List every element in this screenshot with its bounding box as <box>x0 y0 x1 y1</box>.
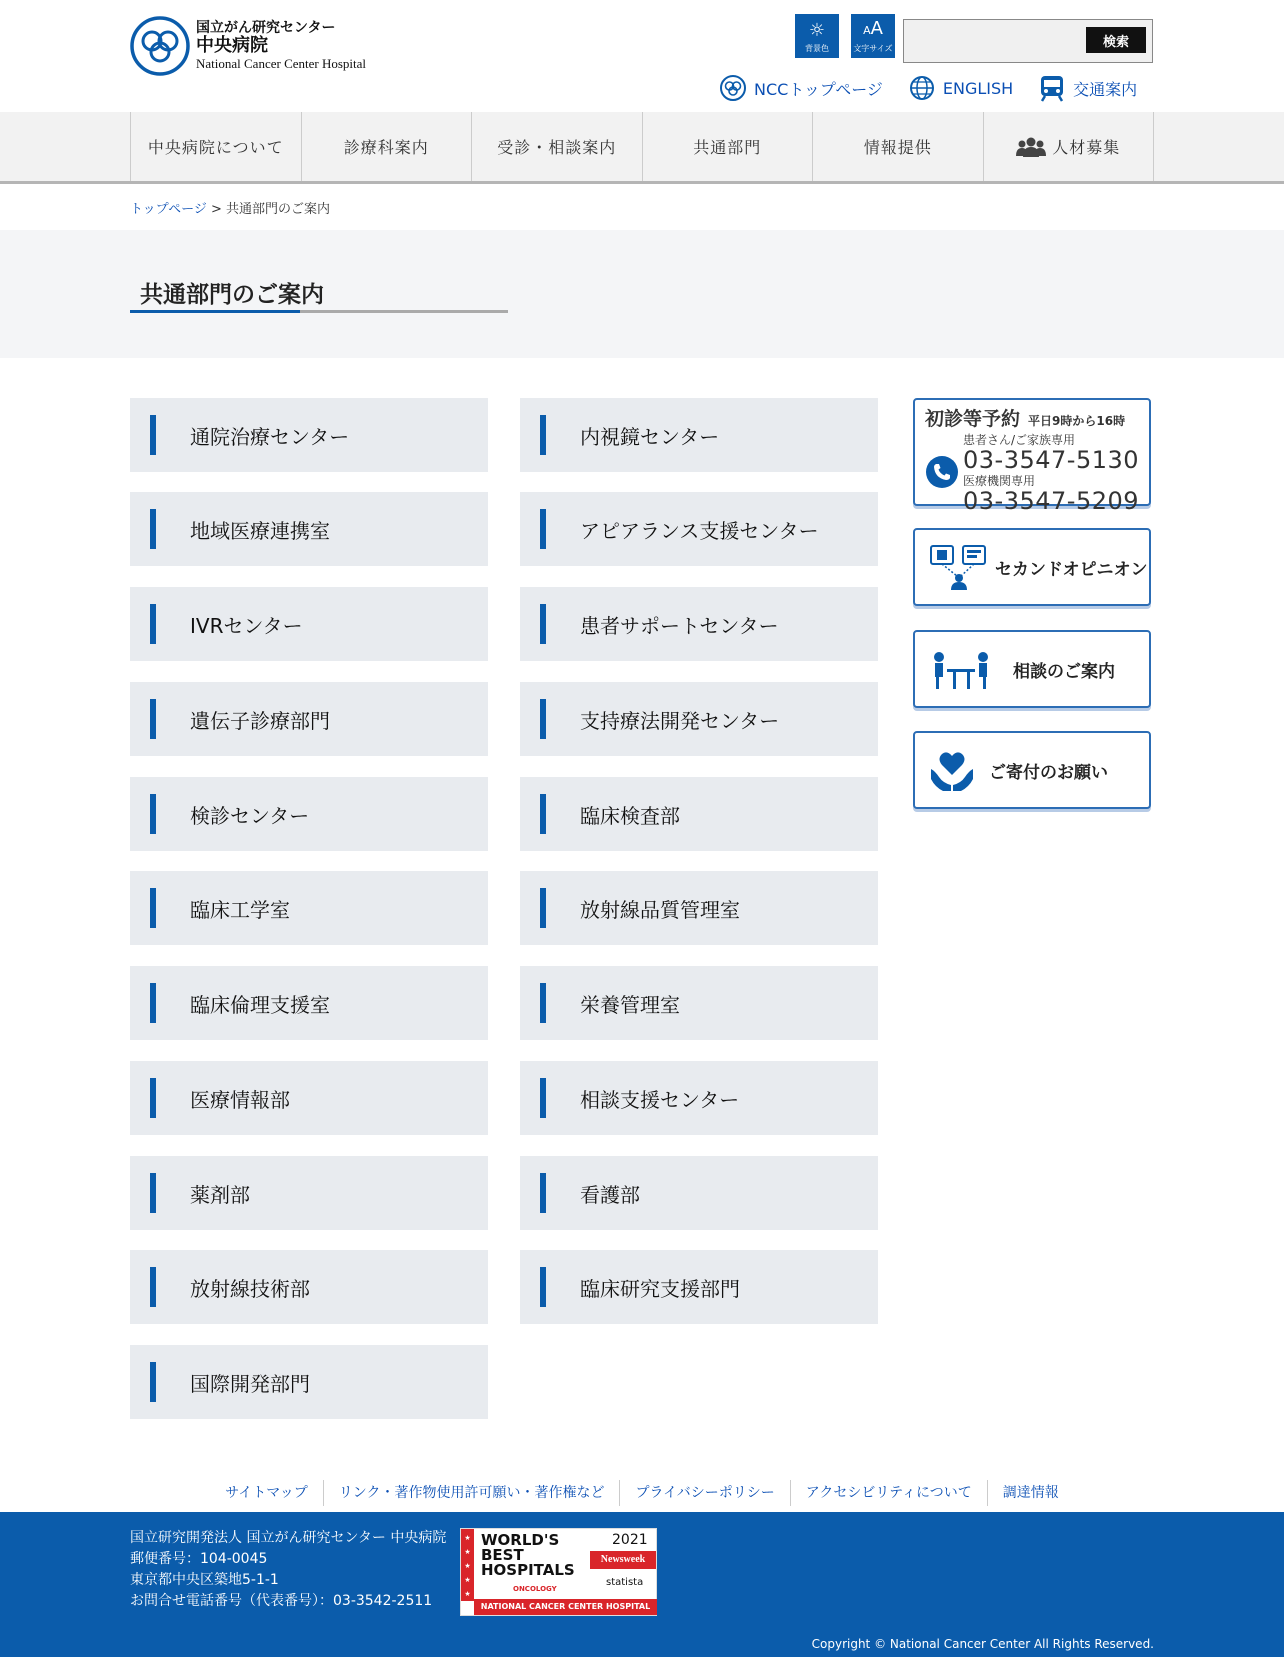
consultation-icon <box>931 649 991 689</box>
second-opinion-button[interactable]: セカンドオピニオン <box>913 528 1151 606</box>
title-underline <box>130 310 508 313</box>
search-button[interactable]: 検索 <box>1086 27 1146 53</box>
breadcrumb-separator: > <box>210 202 222 217</box>
font-size-icon: AA <box>863 18 883 39</box>
patient-line-number: 03-3547-5130 <box>963 446 1140 474</box>
worlds-best-hospitals-badge[interactable] <box>460 1528 657 1616</box>
second-opinion-icon <box>929 544 989 590</box>
medical-line-number: 03-3547-5209 <box>963 487 1140 515</box>
dept-link-radiation-quality[interactable]: 放射線品質管理室 <box>520 871 878 945</box>
background-color-button[interactable]: ☼ 背景色 <box>795 14 839 58</box>
dept-link-pharmacy[interactable]: 薬剤部 <box>130 1156 488 1230</box>
logo-org-name: 国立がん研究センター <box>196 20 336 37</box>
footer-link-sitemap[interactable]: サイトマップ <box>210 1480 323 1506</box>
dept-link-nursing[interactable]: 看護部 <box>520 1156 878 1230</box>
dept-link-appearance-support[interactable]: アピアランス支援センター <box>520 492 878 566</box>
nav-item-about[interactable]: 中央病院について <box>131 112 302 181</box>
font-size-button[interactable]: AA 文字サイズ <box>851 14 895 58</box>
people-icon <box>1016 137 1046 157</box>
global-nav <box>0 112 1284 184</box>
badge-hospital-name: NATIONAL CANCER CENTER HOSPITAL <box>474 1599 657 1615</box>
footer-org-name: 国立研究開発法人 国立がん研究センター 中央病院 <box>130 1530 447 1546</box>
sun-icon: ☼ <box>808 20 826 41</box>
footer-postal-code: 郵便番号：104-0045 <box>130 1551 268 1567</box>
consultation-guide-button[interactable]: 相談のご案内 <box>913 630 1151 708</box>
dept-link-genetic-medicine[interactable]: 遺伝子診療部門 <box>130 682 488 756</box>
search-box <box>903 19 1153 63</box>
footer-link-accessibility[interactable]: アクセシビリティについて <box>791 1480 988 1506</box>
nav-item-recruitment[interactable]: 人材募集 <box>984 112 1155 181</box>
dept-link-endoscopy[interactable]: 内視鏡センター <box>520 398 878 472</box>
ncc-logo-icon <box>130 16 190 76</box>
breadcrumb <box>130 198 1154 218</box>
dept-link-nutrition[interactable]: 栄養管理室 <box>520 966 878 1040</box>
reservation-hours: 平日9時から16時 <box>1028 414 1126 428</box>
star-strip-icon: ★ ★ ★ ★ ★ <box>461 1529 474 1601</box>
site-header <box>0 0 1284 112</box>
badge-title: WORLD'S BEST HOSPITALS <box>481 1531 575 1579</box>
access-link[interactable]: 交通案内 <box>1039 74 1137 102</box>
dept-link-patient-support[interactable]: 患者サポートセンター <box>520 587 878 661</box>
dept-link-screening-center[interactable]: 検診センター <box>130 777 488 851</box>
badge-statista: statista <box>606 1577 644 1588</box>
logo-hospital-name: 中央病院 <box>196 35 268 57</box>
dept-link-clinical-ethics[interactable]: 臨床倫理支援室 <box>130 966 488 1040</box>
ncc-top-link[interactable]: NCCトップページ <box>720 75 883 101</box>
badge-subtitle: ONCOLOGY <box>513 1585 557 1593</box>
dept-link-clinical-engineering[interactable]: 臨床工学室 <box>130 871 488 945</box>
dept-link-outpatient-treatment[interactable]: 通院治療センター <box>130 398 488 472</box>
badge-year: 2021 <box>612 1532 648 1548</box>
dept-link-international-development[interactable]: 国際開発部門 <box>130 1345 488 1419</box>
patient-line-label: 患者さん/ご家族専用 <box>963 433 1076 447</box>
phone-icon <box>925 455 959 489</box>
breadcrumb-current: 共通部門のご案内 <box>226 202 331 217</box>
dept-link-radiological-technology[interactable]: 放射線技術部 <box>130 1250 488 1324</box>
footer-street-address: 東京都中央区築地5-1-1 <box>130 1572 279 1588</box>
reservation-banner[interactable] <box>913 398 1151 515</box>
dept-link-clinical-research-support[interactable]: 臨床研究支援部門 <box>520 1250 878 1324</box>
nav-item-information[interactable]: 情報提供 <box>813 112 984 181</box>
dept-link-supportive-care[interactable]: 支持療法開発センター <box>520 682 878 756</box>
footer-link-copyright[interactable]: リンク・著作物使用許可願い・著作権など <box>324 1480 621 1506</box>
search-input[interactable] <box>904 20 1079 60</box>
footer-address <box>130 1528 446 1612</box>
page-title: 共通部門のご案内 <box>140 282 324 308</box>
nav-item-departments[interactable]: 診療科案内 <box>302 112 473 181</box>
breadcrumb-home-link[interactable]: トップページ <box>130 202 207 217</box>
nav-item-common-divisions[interactable]: 共通部門 <box>643 112 814 181</box>
dept-link-consultation-support[interactable]: 相談支援センター <box>520 1061 878 1135</box>
reservation-title: 初診等予約 <box>925 408 1021 430</box>
medical-line-label: 医療機関専用 <box>963 474 1036 488</box>
dept-link-medical-informatics[interactable]: 医療情報部 <box>130 1061 488 1135</box>
train-icon <box>1039 74 1065 102</box>
footer-phone: お問合せ電話番号（代表番号）：03-3542-2511 <box>130 1593 433 1609</box>
footer-link-privacy[interactable]: プライバシーポリシー <box>620 1480 790 1506</box>
site-logo[interactable] <box>130 16 366 76</box>
copyright: Copyright © National Cancer Center All Rights Reserved. <box>811 1637 1154 1651</box>
heart-hands-icon <box>929 749 975 791</box>
english-link[interactable]: ENGLISH <box>909 75 1013 101</box>
donation-button[interactable]: ご寄付のお願い <box>913 731 1151 809</box>
page-title-area <box>0 230 1284 358</box>
footer-link-procurement[interactable]: 調達情報 <box>1002 1485 1059 1501</box>
dept-link-regional-liaison[interactable]: 地域医療連携室 <box>130 492 488 566</box>
site-footer <box>0 1512 1284 1657</box>
main-content <box>130 398 1154 1478</box>
ncc-logo-small-icon <box>720 75 746 101</box>
dept-link-clinical-laboratory[interactable]: 臨床検査部 <box>520 777 878 851</box>
dept-link-ivr-center[interactable]: IVRセンター <box>130 587 488 661</box>
logo-english-name: National Cancer Center Hospital <box>196 55 367 71</box>
header-links <box>720 74 1163 102</box>
badge-newsweek: Newsweek <box>590 1551 656 1569</box>
nav-item-consultation[interactable]: 受診・相談案内 <box>472 112 643 181</box>
footer-links <box>130 1478 1154 1508</box>
globe-icon <box>909 75 935 101</box>
